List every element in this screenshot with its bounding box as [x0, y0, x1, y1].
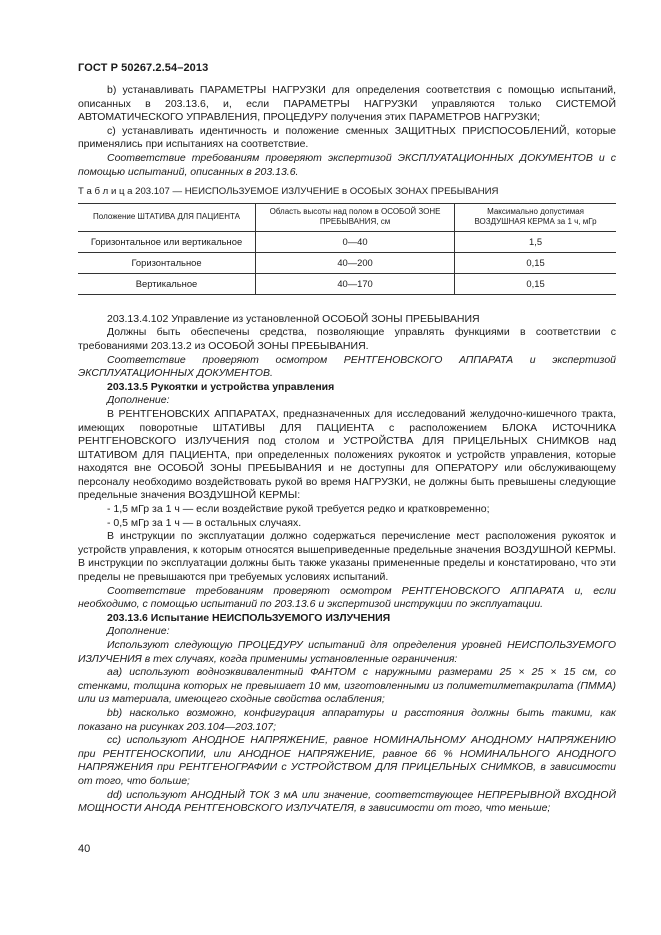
- addendum-label: Дополнение:: [107, 625, 170, 638]
- section-heading-136: [78, 612, 616, 626]
- table-caption: Т а б л и ц а 203.107 — НЕИСПОЛЬЗУЕМОЕ ИЗЛУЧЕНИЕ в ОСОБЫХ ЗОНАХ ПРЕБЫВАНИЯ: [78, 186, 499, 198]
- table-cell: 1,5: [455, 231, 616, 252]
- page-number: 40: [78, 843, 91, 855]
- section-number: 203.13.5: [107, 380, 148, 393]
- radiation-table: [78, 203, 616, 295]
- dash-item: - 1,5 мГр за 1 ч — если воздействие рукой требуется редко и кратковременно;: [107, 503, 490, 516]
- section-135-instructions: В инструкции по эксплуатации должно содержаться перечисление мест расположения рукояток и устройств управления, к которым относятся вышеприведенные предельные значения ВОЗДУШНОЙ КЕРМЫ. В инструкции по эксплуатации должны быть также указаны примененные пределы и констатировано, что эти пределы не превышаются при требуемых условиях испытаний.: [78, 530, 616, 584]
- section-title: Рукоятки и устройства управления: [150, 380, 335, 393]
- table-cell: Горизонтальное: [78, 252, 256, 273]
- section-heading-102: 203.13.4.102 Управление из установленной ОСОБОЙ ЗОНЫ ПРЕБЫВАНИЯ: [107, 312, 480, 325]
- section-title: Испытание НЕИСПОЛЬЗУЕМОГО ИЗЛУЧЕНИЯ: [150, 611, 391, 624]
- section-135-compliance: Соответствие требованиям проверяют осмотром РЕНТГЕНОВСКОГО АППАРАТА и, если необходимо, с помощью испытаний по 203.13.6 и экспертизой инструкции по эксплуатации.: [78, 584, 616, 611]
- procedure-item-aa: aa) используют водноэквивалентный ФАНТОМ с наружными размерами 25 × 25 × 15 см, со стенками, толщина которых не превышает 10 мм, изготовленными из полиметилметакрилата (ПММА) или из материала, имеющего сходные свойства ослабления;: [78, 666, 616, 706]
- section-135-body: В РЕНТГЕНОВСКИХ АППАРАТАХ, предназначенных для исследований желудочно-кишечного тракта, имеющих поворотные ШТАТИВЫ ДЛЯ ПАЦИЕНТА с расположением БЛОКА ИСТОЧНИКА РЕНТГЕНОВСКОГО ИЗЛУЧЕНИЯ под столом и УСТРОЙСТВА ДЛЯ ПРИЦЕЛЬНЫХ СНИМКОВ над ШТАТИВОМ ДЛЯ ПАЦИЕНТА, при определенных положениях рукояток и устройств управления, которые находятся вне ОСОБОЙ ЗОНЫ ПРЕБЫВАНИЯ и не доступны для ОПЕРАТОРУ или обслуживающему персоналу необходимо воздействовать рукой во время НАГРУЗКИ, не должны быть превышены следующие предельные значения ВОЗДУШНОЙ КЕРМЫ:: [78, 407, 616, 502]
- dash-item: - 0,5 мГр за 1 ч — в остальных случаях.: [107, 516, 302, 529]
- paragraph-item-b: b) устанавливать ПАРАМЕТРЫ НАГРУЗКИ для определения соответствия с помощью испытаний, описанных в 203.13.6, и, если ПАРАМЕТРЫ НАГРУЗКИ управляются только СИСТЕМОЙ АВТОМАТИЧЕСКОГО УПРАВЛЕНИЯ, ПРОЦЕДУРУ получения этих ПАРАМЕТРОВ НАГРУЗКИ;: [78, 84, 616, 124]
- table-cell: Горизонтальное или вертикальное: [78, 231, 256, 252]
- section-number: 203.13.6: [107, 611, 148, 624]
- compliance-note: Соответствие требованиям проверяют экспертизой ЭКСПЛУАТАЦИОННЫХ ДОКУМЕНТОВ и с помощью испытаний, описанных в 203.13.6.: [78, 151, 616, 178]
- table-header: Положение ШТАТИВА ДЛЯ ПАЦИЕНТА: [78, 203, 256, 231]
- section-102-compliance: Соответствие проверяют осмотром РЕНТГЕНОВСКОГО АППАРАТА и экспертизой ЭКСПЛУАТАЦИОННЫХ ДОКУМЕНТОВ.: [78, 353, 616, 380]
- table-cell: 0—40: [256, 231, 455, 252]
- table-row: [78, 273, 616, 294]
- document-header: ГОСТ Р 50267.2.54–2013: [78, 62, 209, 74]
- table-cell: Вертикальное: [78, 273, 256, 294]
- table-header: Максимально допустимая ВОЗДУШНАЯ КЕРМА за 1 ч, мГр: [455, 203, 616, 231]
- table-cell: 40—170: [256, 273, 455, 294]
- procedure-item-bb: bb) насколько возможно, конфигурация аппаратуры и расстояния должны быть такими, как показано на рисунках 203.104—203.107;: [78, 706, 616, 733]
- section-heading-135: [78, 381, 616, 395]
- section-102-body: Должны быть обеспечены средства, позволяющие управлять функциями в соответствии с требованиями 203.13.2 из ОСОБОЙ ЗОНЫ ПРЕБЫВАНИЯ.: [78, 326, 616, 352]
- table-row: [78, 231, 616, 252]
- table-cell: 40—200: [256, 252, 455, 273]
- table-header: Область высоты над полом в ОСОБОЙ ЗОНЕ ПРЕБЫВАНИЯ, см: [256, 203, 455, 231]
- procedure-item-cc: cc) используют АНОДНОЕ НАПРЯЖЕНИЕ, равное НОМИНАЛЬНОМУ АНОДНОМУ НАПРЯЖЕНИЮ при РЕНТГЕНОСКОПИИ, или АНОДНОЕ НАПРЯЖЕНИЕ, равное 66 % НОМИНАЛЬНОГО АНОДНОГО НАПРЯЖЕНИЯ при РЕНТГЕНОГРАФИИ с УСТРОЙСТВОМ ДЛЯ ПРИЦЕЛЬНЫХ СНИМКОВ, в зависимости от того, что больше;: [78, 734, 616, 787]
- addendum-label: Дополнение:: [107, 394, 170, 407]
- document-body: [78, 84, 616, 816]
- table-cell: 0,15: [455, 273, 616, 294]
- table-cell: 0,15: [455, 252, 616, 273]
- table-header-row: [78, 203, 616, 231]
- paragraph-item-c: c) устанавливать идентичность и положение сменных ЗАЩИТНЫХ ПРИСПОСОБЛЕНИЙ, которые применялись при испытаниях на соответствие.: [78, 124, 616, 151]
- section-136-intro: Используют следующую ПРОЦЕДУРУ испытаний для определения уровней НЕИСПОЛЬЗУЕМОГО ИЗЛУЧЕНИЯ в тех случаях, когда применимы установленные ограничения:: [78, 639, 616, 665]
- procedure-item-dd: dd) используют АНОДНЫЙ ТОК 3 мА или значение, соответствующее НЕПРЕРЫВНОЙ ВХОДНОЙ МОЩНОСТИ АНОДА РЕНТГЕНОВСКОГО ИЗЛУЧАТЕЛЯ, в зависимости от того, что меньше;: [78, 788, 616, 815]
- table-row: [78, 252, 616, 273]
